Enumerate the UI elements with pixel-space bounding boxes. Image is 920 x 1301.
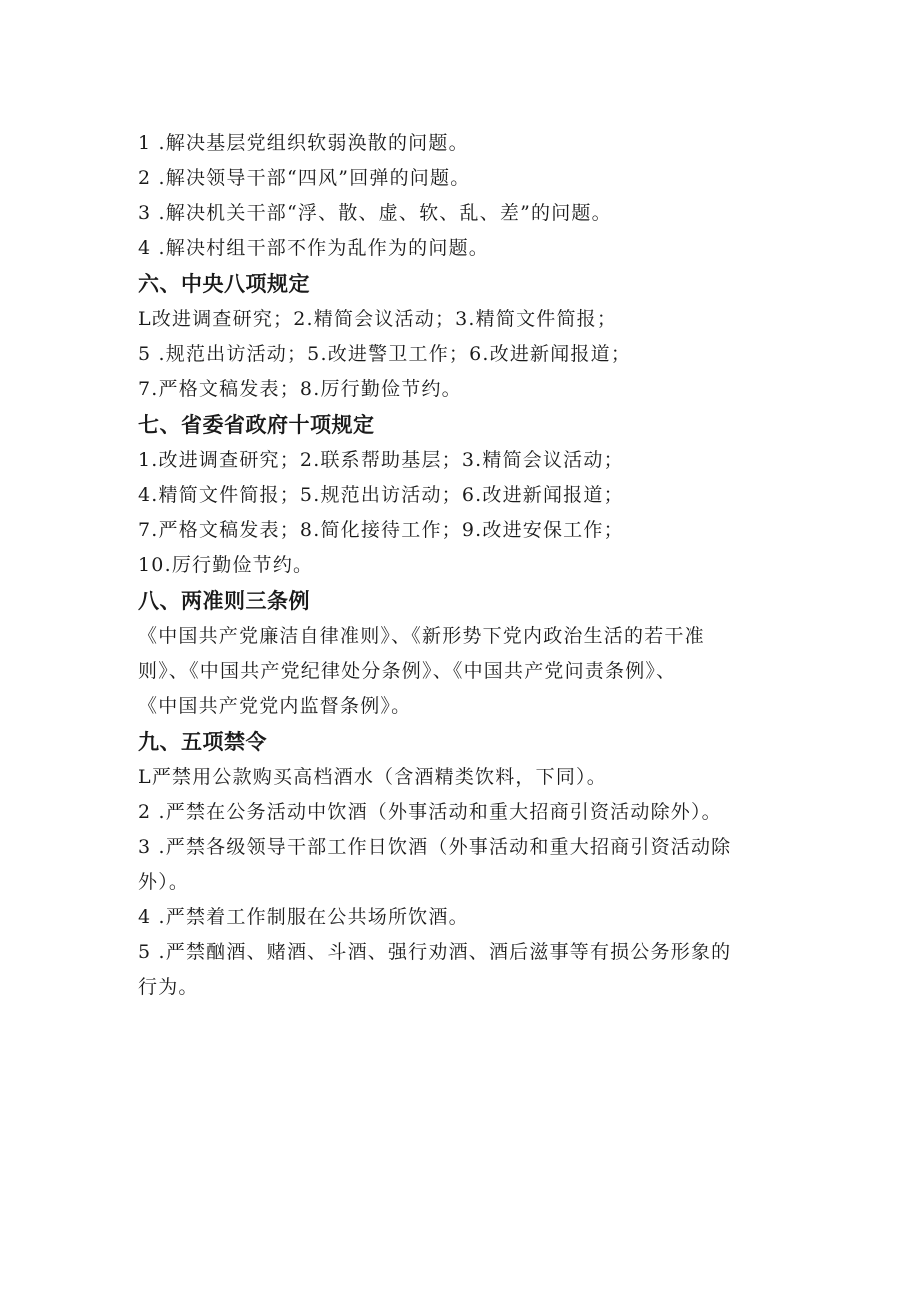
section-heading: 八、两准则三条例 [138,589,310,613]
list-item: 4 .解决村组干部不作为乱作为的问题。 [138,237,489,259]
text-line: 行为。 [138,976,199,998]
text-line: 1.改进调查研究；2.联系帮助基层；3.精简会议活动； [138,449,624,471]
section-6 [138,266,798,407]
section-8 [138,583,798,724]
text-line: L改进调查研究；2.精简会议活动；3.精简文件简报； [138,308,618,330]
section-9 [138,724,798,1005]
list-item: 2 .解决领导干部“四风”回弹的问题。 [138,167,471,189]
section-heading: 九、五项禁令 [138,730,267,754]
text-line: 5 .严禁酗酒、赌酒、斗酒、强行劝酒、酒后滋事等有损公务形象的 [138,941,732,963]
section-heading: 七、省委省政府十项规定 [138,413,375,437]
list-item: 1 .解决基层党组织软弱涣散的问题。 [138,132,469,154]
section-5-items [138,126,798,266]
text-line: 《中国共产党党内监督条例》。 [138,695,412,717]
text-line: 则》、《中国共产党纪律处分条例》、《中国共产党问责条例》、 [138,660,677,682]
text-line: 5 .规范出访活动；5.改进警卫工作；6.改进新闻报道； [138,343,632,365]
text-line: 3 .严禁各级领导干部工作日饮酒（外事活动和重大招商引资活动除 [138,836,732,858]
text-line: 2 .严禁在公务活动中饮酒（外事活动和重大招商引资活动除外）。 [138,801,722,823]
list-item: 3 .解决机关干部“浮、散、虚、软、乱、差”的问题。 [138,202,612,224]
text-line: 4 .严禁着工作制服在公共场所饮酒。 [138,906,469,928]
section-7 [138,407,798,583]
text-line: 7.严格文稿发表；8.简化接待工作；9.改进安保工作； [138,519,624,541]
section-heading: 六、中央八项规定 [138,272,310,296]
text-line: 7.严格文稿发表；8.厉行勤俭节约。 [138,378,462,400]
text-line: 10.厉行勤俭节约。 [138,554,314,576]
text-line: 4.精简文件简报；5.规范出访活动；6.改进新闻报道； [138,484,624,506]
text-line: L严禁用公款购买高档酒水（含酒精类饮料，下同）。 [138,766,607,788]
document-page [138,126,798,1005]
text-line: 外）。 [138,871,190,893]
text-line: 《中国共产党廉洁自律准则》、《新形势下党内政治生活的若干准 [138,625,705,647]
